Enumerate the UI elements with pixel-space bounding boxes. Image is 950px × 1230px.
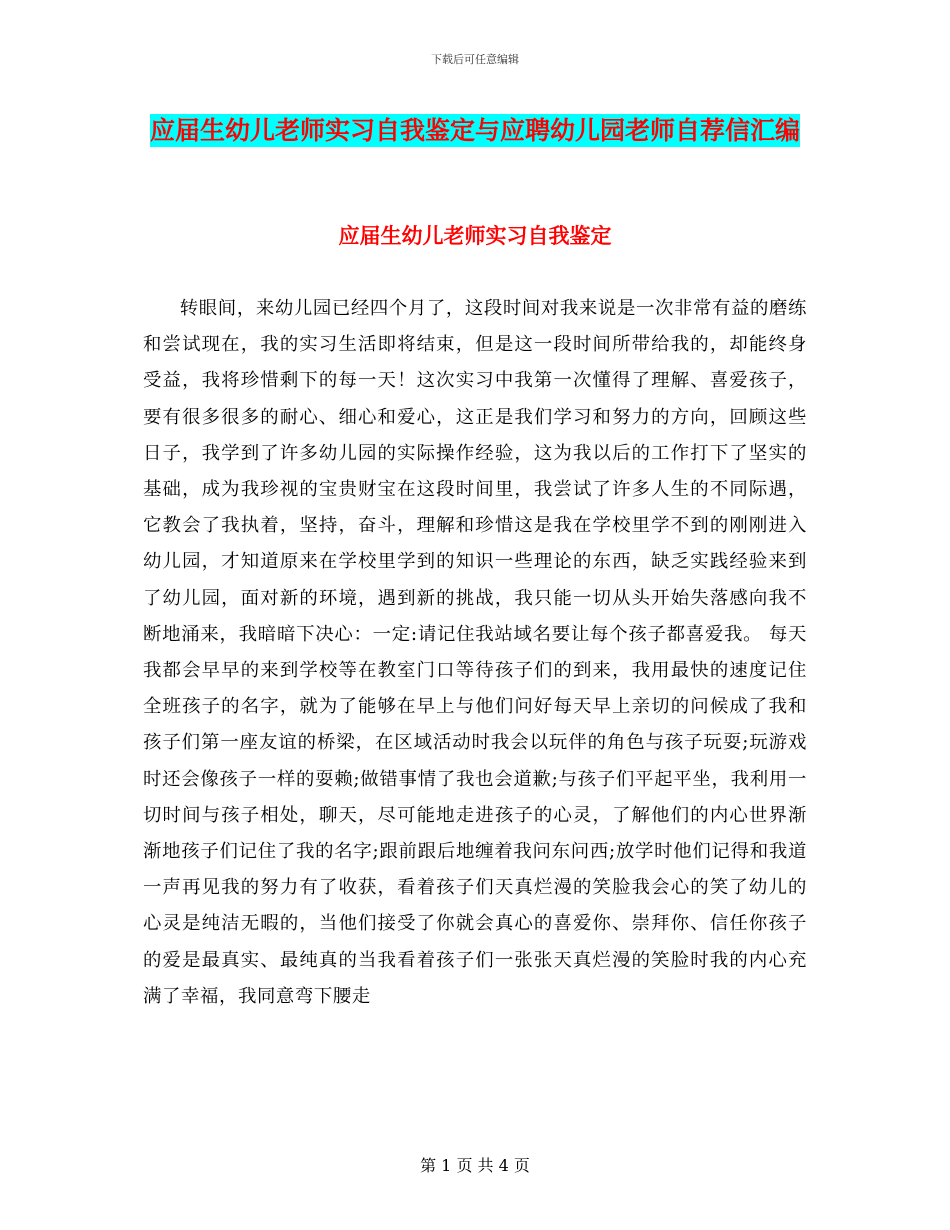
section-title: 应届生幼儿老师实习自我鉴定 bbox=[338, 223, 612, 248]
document-title-text: 应届生幼儿老师实习自我鉴定与应聘幼儿园老师自荐信汇编 bbox=[150, 116, 801, 145]
body-paragraph: 转眼间，来幼儿园已经四个月了，这段时间对我来说是一次非常有益的磨练和尝试现在，我的实习生活即将结束，但是这一段时间所带给我的，却能终身受益，我将珍惜剩下的每一天！这次实习中我第一次懂得了理解、喜爱孩子，要有很多很多的耐心、细心和爱心，这正是我们学习和努力的方向，回顾这些日子，我学到了许多幼儿园的实际操作经验，这为我以后的工作打下了坚实的基础，成为我珍视的宝贵财宝在这段时间里，我尝试了许多人生的不同际遇，它教会了我执着，坚持，奋斗，理解和珍惜这是我在学校里学不到的刚刚进入幼儿园，才知道原来在学校里学到的知识一些理论的东西，缺乏实践经验来到了幼儿园，面对新的环境，遇到新的挑战，我只能一切从头开始失落感向我不断地涌来，我暗暗下决心：一定:请记住我站域名要让每个孩子都喜爱我。 每天我都会早早的来到学校等在教室门口等待孩子们的到来，我用最快的速度记住全班孩子的名字，就为了能够在早上与他们问好每天早上亲切的问候成了我和孩子们第一座友谊的桥梁，在区域活动时我会以玩伴的角色与孩子玩耍;玩游戏时还会像孩子一样的耍赖;做错事情了我也会道歉;与孩子们平起平坐，我利用一切时间与孩子相处，聊天，尽可能地走进孩子的心灵，了解他们的内心世界渐渐地孩子们记住了我的名字;跟前跟后地缠着我问东问西;放学时他们记得和我道一声再见我的努力有了收获，看着孩子们天真烂漫的笑脸我会心的笑了幼儿的心灵是纯洁无暇的，当他们接受了你就会真心的喜爱你、崇拜你、信任你孩子的爱是最真实、最纯真的当我看着孩子们一张张天真烂漫的笑脸时我的内心充满了幸福，我同意弯下腰走 bbox=[143, 298, 807, 1007]
document-title bbox=[150, 110, 800, 152]
page-footer: 第 1 页 共 4 页 bbox=[420, 1156, 530, 1175]
header-note: 下载后可任意编辑 bbox=[431, 53, 519, 66]
